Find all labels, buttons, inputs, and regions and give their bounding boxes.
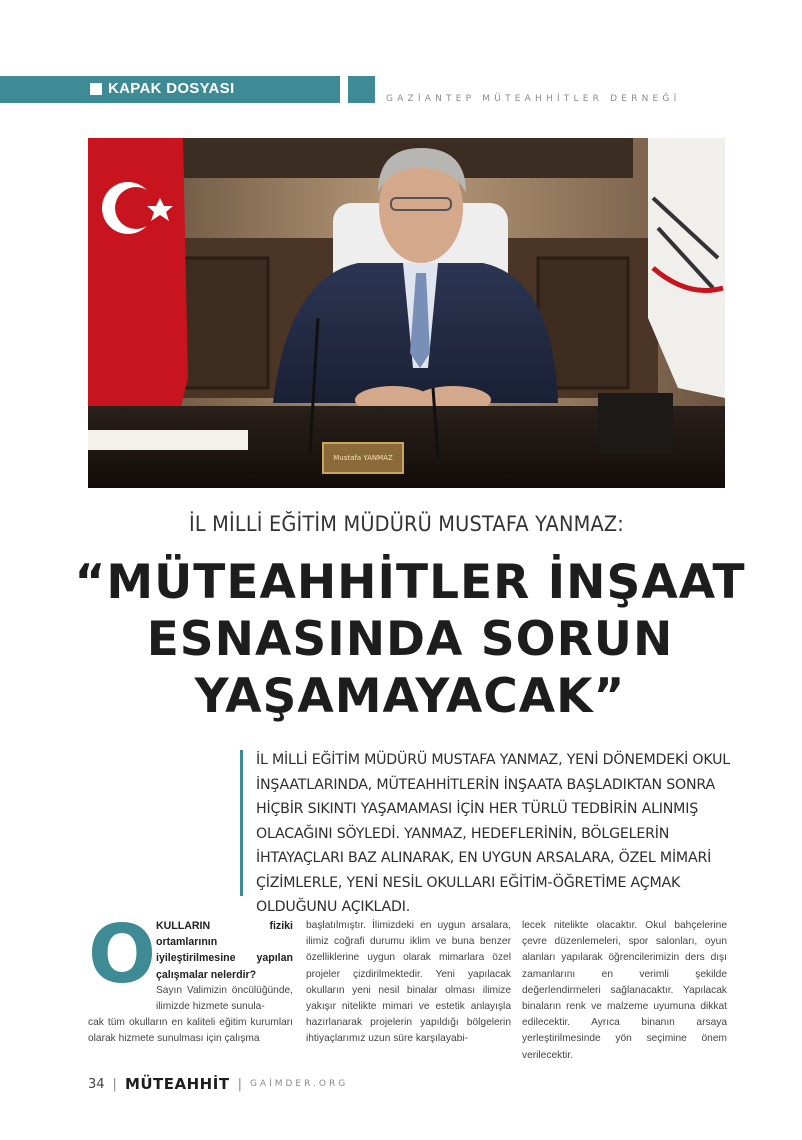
section-title: KAPAK DOSYASI xyxy=(108,80,235,97)
page-number: 34 xyxy=(88,1076,105,1092)
lead-accent-rule xyxy=(240,750,243,896)
article-lead xyxy=(240,748,740,915)
footer-separator: | xyxy=(112,1076,117,1092)
organization-name: GAZİANTEP MÜTEAHHİTLER DERNEĞİ xyxy=(386,94,681,104)
header-accent-block xyxy=(348,76,375,103)
body-column-3: lecek nitelikte olacaktır. Okul bahçelerine çevre düzenlemeleri, spor salonları, oyun alanları yapılarak öğrencilerimizin ders dışı zamanlarını en verimli şekilde değerlendirmeleri sağlanacaktır. Yapılacak binaların renk ve malzeme uyumuna dikkat edilecektir. Ayrıca binanın arsaya yerleştirilmesinde yön seçimine önem verilecektir. xyxy=(522,920,727,1061)
article-kicker: İL MİLLİ EĞİTİM MÜDÜRÜ MUSTAFA YANMAZ: xyxy=(189,512,624,536)
interview-question: KULLARIN fiziki ortamlarının iyileştirilmesine yapılan çalışmalar nelerdir? xyxy=(156,920,293,981)
nameplate-text: Mustafa YANMAZ xyxy=(333,454,393,462)
headline-line: “MÜTEAHHİTLER İNŞAAT xyxy=(74,555,746,610)
headline-line: ESNASINDA SORUN xyxy=(146,612,674,667)
body-column-2: başlatılmıştır. İlimizdeki en uygun arsalara, ilimiz coğrafi durumu iklim ve buna benzer özelliklerine uygun olarak mimarlara özel projeler çizdirilmektedir. Yeni yapılacak okulların yeni nesil binalar olması ilimize yakışır nitelikte mimari ve estetik anlayışla hazırlanarak projelerin yapıldığı bölgelerin ihtiyaçlarımız uzun süre karşılayabi- xyxy=(306,920,511,1045)
drop-cap: O xyxy=(88,908,157,1001)
square-bullet-icon xyxy=(90,83,102,95)
portrait-photo xyxy=(88,138,725,488)
body-paragraph: Sayın Valimizin öncülüğünde, ilimizde hizmete sunula- xyxy=(156,985,293,1013)
website-link[interactable]: GAİMDER.ORG xyxy=(249,1079,349,1089)
article-headline xyxy=(60,554,760,725)
lead-text: İL MİLLİ EĞİTİM MÜDÜRÜ MUSTAFA YANMAZ, YENİ DÖNEMDEKİ OKUL İNŞAATLARINDA, MÜTEAHHİTLERİN İNŞAATA BAŞLADIKTAN SONRA HİÇBİR SIKINTI YAŞAMAMASI İÇİN HER TÜRLÜ TEDBİRİN ALINMIŞ OLACAĞINI SÖYLEDİ. YANMAZ, HEDEFLERİNİN, BÖLGELERİN İHTAYAÇLARI BAZ ALINARAK, EN UYGUN ARSALARA, ÖZEL MİMARİ ÇİZİMLERLE, YENİ NESİL OKULLARI EĞİTİM-ÖĞRETİME AÇMAK OLDUĞUNU AÇIKLADI. xyxy=(256,752,731,915)
headline-line: YAŞAMAYACAK” xyxy=(194,669,626,724)
body-paragraph: cak tüm okulların en kaliteli eğitim kurumları olarak hizmete sunulması için çalışma xyxy=(88,1017,293,1045)
magazine-logo: MÜTEAHHİT xyxy=(124,1075,230,1093)
footer-separator: | xyxy=(237,1076,242,1092)
page-footer xyxy=(88,1074,348,1094)
